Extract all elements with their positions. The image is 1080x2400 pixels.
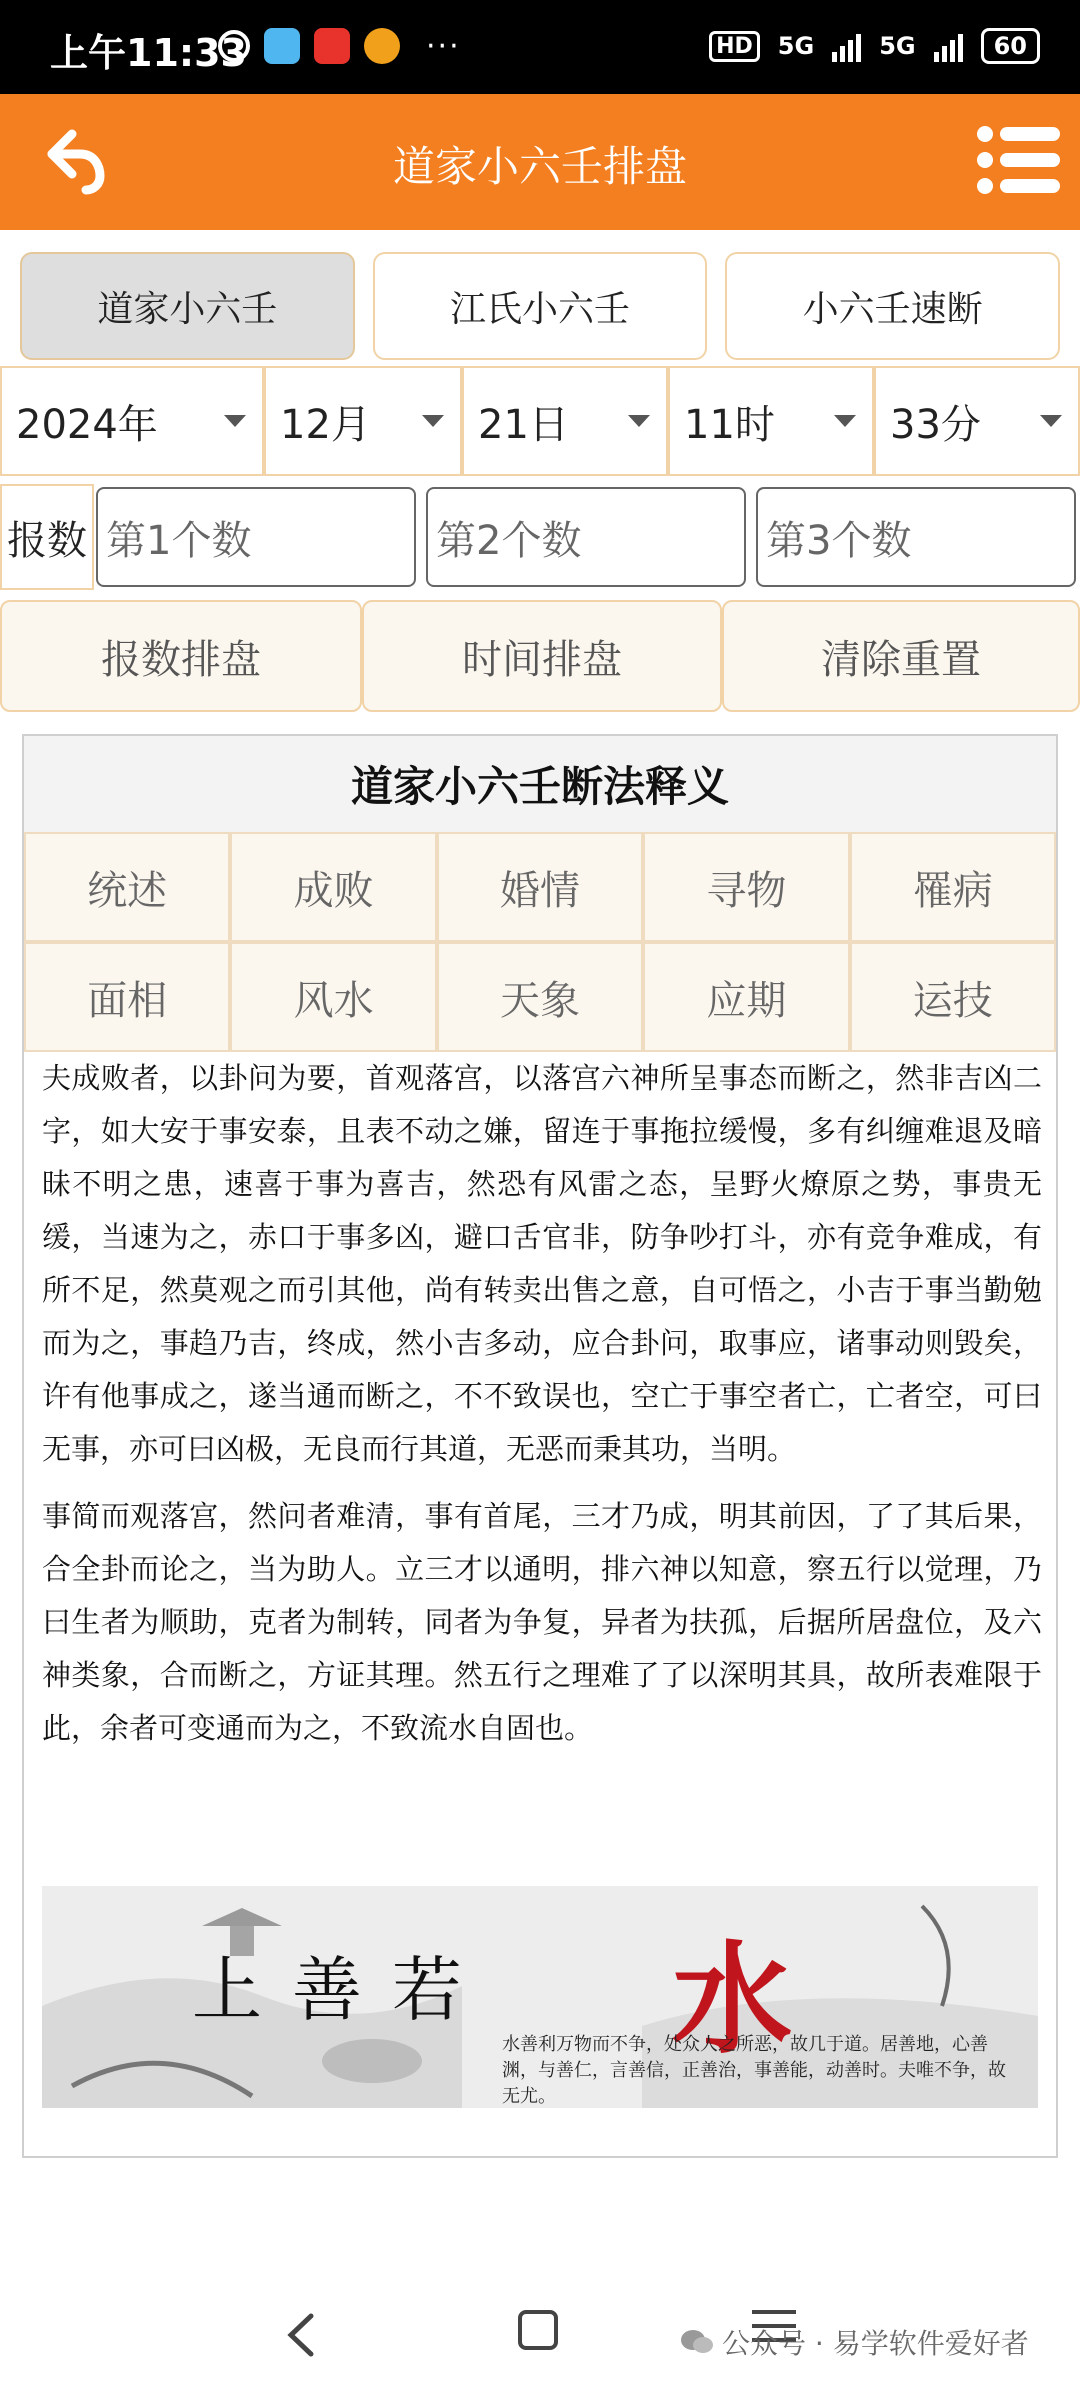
signal-icon-2 <box>934 30 963 62</box>
explanation-text <box>42 1052 1042 1769</box>
topic-success[interactable]: 成败 <box>230 832 436 942</box>
weibo-icon <box>364 28 400 64</box>
topic-grid <box>24 832 1056 1052</box>
hour-value: 11时 <box>684 401 775 448</box>
watermark-text: 公众号 · 易学软件爱好者 <box>722 2327 1029 2360</box>
topic-weather[interactable]: 天象 <box>437 942 643 1052</box>
watermark <box>680 2322 1029 2362</box>
tab-suduan[interactable]: 小六壬速断 <box>725 252 1060 360</box>
nav-back-button[interactable] <box>285 2312 315 2362</box>
month-select[interactable] <box>264 366 462 476</box>
notification-icons <box>218 28 461 64</box>
chevron-down-icon <box>1040 415 1062 427</box>
mode-tabs <box>20 252 1060 360</box>
signal-5g-label-1: 5G <box>777 32 815 60</box>
page-title: 道家小六壬排盘 <box>392 142 687 191</box>
signal-5g-label-2: 5G <box>879 32 916 60</box>
third-number-input[interactable]: 第3个数 <box>756 487 1076 587</box>
app-header <box>0 94 1080 230</box>
topic-fortune[interactable]: 运技 <box>850 942 1056 1052</box>
topic-overview[interactable]: 统述 <box>24 832 230 942</box>
hour-select[interactable] <box>668 366 874 476</box>
chevron-down-icon <box>628 415 650 427</box>
date-selector-row <box>0 366 1080 476</box>
day-value: 21日 <box>478 401 569 448</box>
wechat-icon <box>680 2328 714 2356</box>
explanation-panel <box>22 734 1058 2158</box>
more-notifications-icon: ··· <box>426 28 461 64</box>
banner-poem: 水善利万物而不争，处众人之所恶，故几于道。居善地，心善渊，与善仁，言善信，正善治，事善能，动善时。夫唯不争，故无尤。 <box>502 2034 1006 2107</box>
topic-timing[interactable]: 应期 <box>643 942 849 1052</box>
banner-title: 上善若 <box>192 1949 492 2031</box>
banner-water-char: 水 <box>672 1929 792 2070</box>
topic-illness[interactable]: 罹病 <box>850 832 1056 942</box>
hd-icon: HD <box>709 31 760 62</box>
report-number-button[interactable]: 报数排盘 <box>0 600 362 712</box>
chevron-down-icon <box>834 415 856 427</box>
tab-jiangshi[interactable]: 江氏小六壬 <box>373 252 708 360</box>
topic-fengshui[interactable]: 风水 <box>230 942 436 1052</box>
app-notification-icon <box>264 28 300 64</box>
status-bar <box>0 0 1080 94</box>
banner-image <box>42 1886 1038 2108</box>
number-input-row <box>0 484 1080 590</box>
time-chart-button[interactable]: 时间排盘 <box>362 600 722 712</box>
topic-marriage[interactable]: 婚情 <box>437 832 643 942</box>
clear-reset-button[interactable]: 清除重置 <box>722 600 1080 712</box>
status-time: 上午11:33 <box>50 31 247 75</box>
panel-title: 道家小六壬断法释义 <box>24 736 1056 834</box>
alarm-icon <box>218 30 250 62</box>
nav-back-icon <box>285 2312 315 2358</box>
tab-daojia[interactable]: 道家小六壬 <box>20 252 355 360</box>
year-value: 2024年 <box>16 401 158 448</box>
signal-icon-1 <box>832 30 861 62</box>
topic-physiognomy[interactable]: 面相 <box>24 942 230 1052</box>
nav-home-button[interactable] <box>518 2310 558 2350</box>
minute-select[interactable] <box>874 366 1080 476</box>
number-label: 报数 <box>0 484 94 590</box>
menu-button[interactable] <box>976 124 1062 196</box>
first-number-input[interactable]: 第1个数 <box>96 487 416 587</box>
status-right <box>709 28 1040 64</box>
chevron-down-icon <box>224 415 246 427</box>
year-select[interactable] <box>0 366 264 476</box>
menu-icon <box>976 124 1062 196</box>
paragraph: 事简而观落宫，然问者难清，事有首尾，三才乃成，明其前因，了了其后果，合全卦而论之，当为助人。立三才以通明，排六神以知意，察五行以觉理，乃曰生者为顺助，克者为制转，同者为争复，异者为扶孤，后据所居盘位，及六神类象，合而断之，方证其理。然五行之理难了了以深明其具，故所表难限于此，余者可变通而为之，不致流水自固也。 <box>42 1499 1042 1745</box>
chevron-down-icon <box>422 415 444 427</box>
topic-lost-items[interactable]: 寻物 <box>643 832 849 942</box>
day-select[interactable] <box>462 366 668 476</box>
news-notification-icon <box>314 28 350 64</box>
minute-value: 33分 <box>890 401 981 448</box>
month-value: 12月 <box>280 401 371 448</box>
battery-icon: 60 <box>981 28 1040 64</box>
system-nav-bar <box>0 2270 1080 2400</box>
second-number-input[interactable]: 第2个数 <box>426 487 746 587</box>
paragraph: 夫成败者，以卦问为要，首观落宫，以落宫六神所呈事态而断之，然非吉凶二字，如大安于事安泰，且表不动之嫌，留连于事拖拉缓慢，多有纠缠难退及暗昧不明之患，速喜于事为喜吉，然恐有风雷之态，呈野火燎原之势，事贵无缓，当速为之，赤口于事多凶，避口舌官非，防争吵打斗，亦有竞争难成，有所不足，然莫观之而引其他，尚有转卖出售之意，自可悟之，小吉于事当勤勉而为之，事趋乃吉，终成，然小吉多动，应合卦问，取事应，诸事动则毁矣，许有他事成之，遂当通而断之，不不致误也，空亡于事空者亡，亡者空，可曰无事，亦可曰凶极，无良而行其道，无恶而秉其功，当明。 <box>42 1061 1042 1466</box>
action-row <box>0 600 1080 712</box>
